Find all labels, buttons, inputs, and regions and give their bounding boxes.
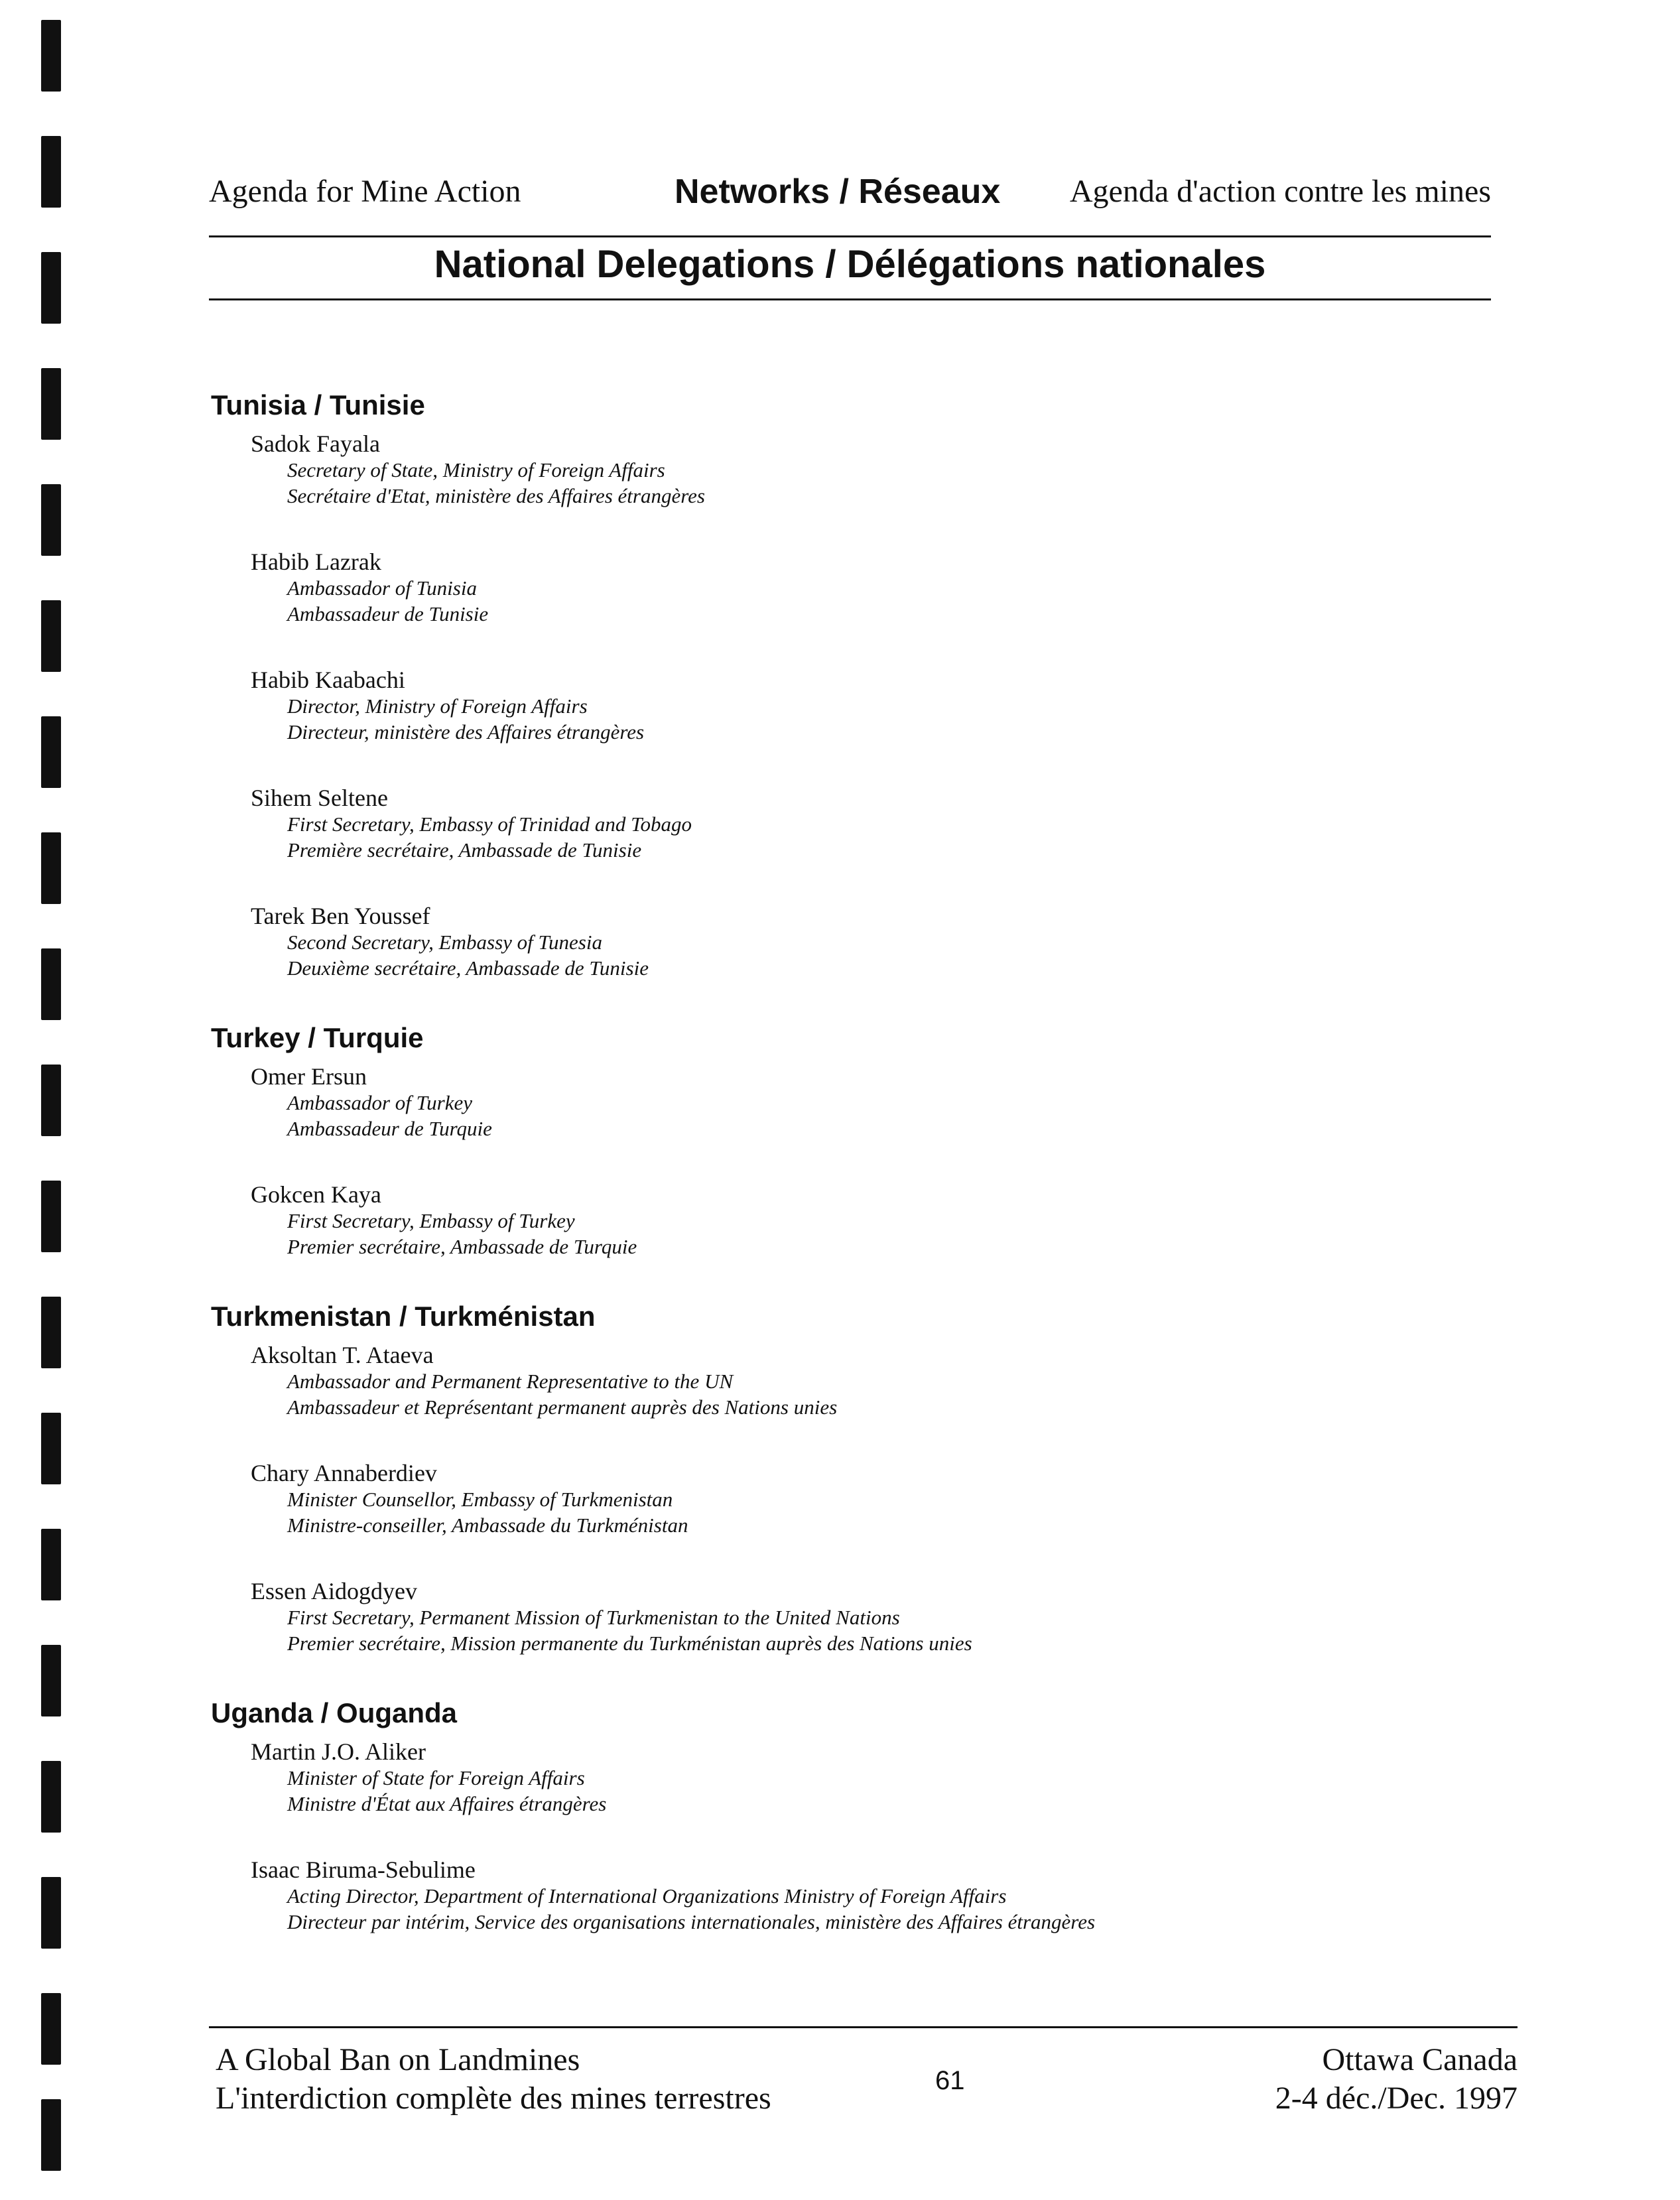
delegate-role-fr: Directeur, ministère des Affaires étrangères xyxy=(287,720,645,744)
delegate-role-fr: Ministre-conseiller, Ambassade du Turkménistan xyxy=(287,1514,688,1537)
running-header xyxy=(209,169,1491,216)
country-section xyxy=(211,1021,1471,1260)
page-number: 61 xyxy=(935,2066,965,2095)
delegate-name: Essen Aidogdyev xyxy=(251,1578,417,1604)
binder-hole xyxy=(41,1761,61,1833)
binder-holes xyxy=(41,20,61,2175)
country-heading: Uganda / Ouganda xyxy=(211,1697,458,1728)
delegate-role-fr: Ambassadeur de Tunisie xyxy=(287,602,489,625)
delegate-name: Habib Kaabachi xyxy=(251,667,405,693)
footer-left xyxy=(216,2041,771,2118)
page-footer xyxy=(209,2026,1518,2119)
delegate-role-fr: Secrétaire d'Etat, ministère des Affaires étrangères xyxy=(287,484,705,507)
header-left: Agenda for Mine Action xyxy=(209,174,521,209)
binder-hole xyxy=(41,1181,61,1252)
delegate-name: Gokcen Kaya xyxy=(251,1181,381,1208)
header-section: Networks / Réseaux xyxy=(675,172,1001,211)
delegate-role-en: Second Secretary, Embassy of Tunesia xyxy=(287,931,602,954)
footer-rule xyxy=(209,2026,1518,2028)
delegate-role-fr: Première secrétaire, Ambassade de Tunisie xyxy=(287,838,642,862)
delegate-entry xyxy=(251,1578,1471,1656)
binder-hole xyxy=(41,1413,61,1484)
delegate-entry xyxy=(251,1181,1471,1260)
footer-date: 2-4 déc./Dec. 1997 xyxy=(1275,2081,1518,2116)
delegation-list xyxy=(211,388,1471,1974)
binder-hole xyxy=(41,1529,61,1600)
delegate-entry xyxy=(251,1342,1471,1420)
delegate-role-fr: Ambassadeur de Turquie xyxy=(287,1117,492,1140)
delegate-role-en: First Secretary, Permanent Mission of Turkmenistan to the United Nations xyxy=(287,1606,900,1629)
country-heading: Turkey / Turquie xyxy=(211,1022,424,1053)
delegate-role-en: First Secretary, Embassy of Turkey xyxy=(287,1209,575,1232)
delegate-role-en: Ambassador and Permanent Representative to the UN xyxy=(287,1370,734,1393)
binder-hole xyxy=(41,20,61,92)
header-rule-bottom xyxy=(209,298,1491,300)
delegate-entry xyxy=(251,785,1471,863)
delegate-name: Chary Annaberdiev xyxy=(251,1460,437,1486)
binder-hole xyxy=(41,1993,61,2065)
delegate-name: Tarek Ben Youssef xyxy=(251,903,430,929)
country-heading: Tunisia / Tunisie xyxy=(211,389,425,421)
footer-title-fr: L'interdiction complète des mines terrestres xyxy=(216,2081,771,2116)
delegate-role-en: Secretary of State, Ministry of Foreign Affairs xyxy=(287,458,665,482)
country-section xyxy=(211,1299,1471,1656)
delegate-role-en: Minister of State for Foreign Affairs xyxy=(287,1766,585,1789)
delegate-role-en: Acting Director, Department of International Organizations Ministry of Foreign Affairs xyxy=(287,1884,1007,1908)
binder-hole xyxy=(41,2099,61,2171)
binder-hole xyxy=(41,948,61,1020)
header-rule-top xyxy=(209,235,1491,237)
delegate-entry xyxy=(251,1856,1471,1935)
binder-hole xyxy=(41,1645,61,1716)
delegate-role-en: Director, Ministry of Foreign Affairs xyxy=(287,694,588,718)
binder-hole xyxy=(41,832,61,904)
binder-hole xyxy=(41,252,61,324)
delegate-name: Sihem Seltene xyxy=(251,785,388,811)
binder-hole xyxy=(41,1297,61,1368)
delegate-name: Isaac Biruma-Sebulime xyxy=(251,1856,476,1883)
binder-hole xyxy=(41,600,61,672)
delegate-name: Aksoltan T. Ataeva xyxy=(251,1342,434,1368)
country-section xyxy=(211,388,1471,981)
binder-hole xyxy=(41,716,61,788)
footer-title-en: A Global Ban on Landmines xyxy=(216,2042,580,2077)
binder-hole xyxy=(41,1065,61,1136)
delegate-entry xyxy=(251,430,1471,509)
delegate-name: Sadok Fayala xyxy=(251,430,380,457)
delegate-entry xyxy=(251,1460,1471,1538)
country-section xyxy=(211,1696,1471,1935)
delegate-role-en: Minister Counsellor, Embassy of Turkmenistan xyxy=(287,1488,673,1511)
delegate-role-en: Ambassador of Turkey xyxy=(287,1091,472,1114)
binder-hole xyxy=(41,368,61,440)
footer-location: Ottawa Canada xyxy=(1322,2042,1518,2077)
delegate-name: Martin J.O. Aliker xyxy=(251,1738,426,1765)
header-right: Agenda d'action contre les mines xyxy=(1069,174,1491,209)
delegate-role-en: First Secretary, Embassy of Trinidad and Tobago xyxy=(287,812,692,836)
delegate-entry xyxy=(251,1063,1471,1141)
delegate-name: Habib Lazrak xyxy=(251,549,381,575)
delegate-entry xyxy=(251,1738,1471,1817)
binder-hole xyxy=(41,484,61,556)
delegate-role-fr: Premier secrétaire, Ambassade de Turquie xyxy=(287,1235,637,1258)
delegate-entry xyxy=(251,667,1471,745)
page-title: National Delegations / Délégations nationales xyxy=(434,243,1266,286)
delegate-role-fr: Directeur par intérim, Service des organisations internationales, ministère des Affaires étrangères xyxy=(287,1910,1096,1933)
delegate-entry xyxy=(251,549,1471,627)
country-heading: Turkmenistan / Turkménistan xyxy=(211,1301,596,1332)
binder-hole xyxy=(41,1877,61,1949)
delegate-role-fr: Ministre d'État aux Affaires étrangères xyxy=(287,1792,607,1815)
delegate-role-fr: Deuxième secrétaire, Ambassade de Tunisie xyxy=(287,956,649,980)
footer-right xyxy=(1275,2041,1518,2118)
binder-hole xyxy=(41,136,61,208)
delegate-name: Omer Ersun xyxy=(251,1063,367,1090)
delegate-role-fr: Ambassadeur et Représentant permanent auprès des Nations unies xyxy=(287,1395,838,1419)
delegate-entry xyxy=(251,903,1471,981)
delegate-role-en: Ambassador of Tunisia xyxy=(287,576,477,600)
delegate-role-fr: Premier secrétaire, Mission permanente du Turkménistan auprès des Nations unies xyxy=(287,1632,972,1655)
